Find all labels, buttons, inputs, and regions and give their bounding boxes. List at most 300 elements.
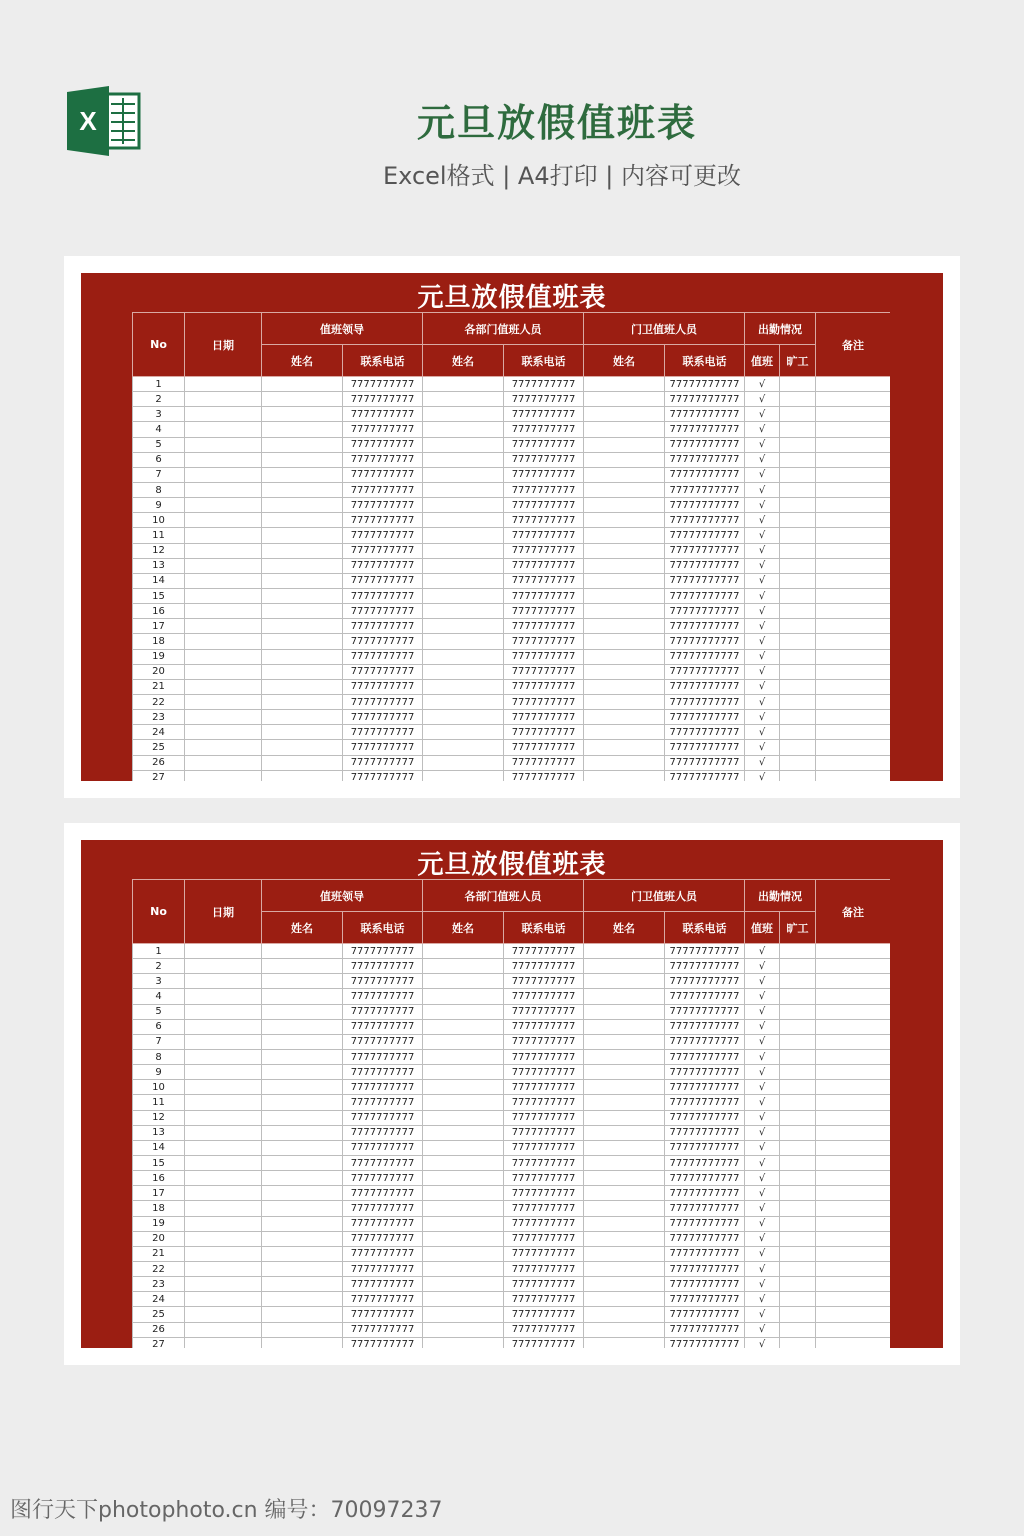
cell-leader-name[interactable] xyxy=(262,377,343,392)
cell-date[interactable] xyxy=(185,513,262,528)
cell-date[interactable] xyxy=(185,1140,262,1155)
cell-remark[interactable] xyxy=(816,1337,891,1348)
cell-guard-name[interactable] xyxy=(584,1216,665,1231)
cell-leader-name[interactable] xyxy=(262,482,343,497)
cell-guard-phone[interactable]: 77777777777 xyxy=(665,392,745,407)
cell-date[interactable] xyxy=(185,1246,262,1261)
cell-absent[interactable] xyxy=(780,1307,816,1322)
cell-no[interactable]: 14 xyxy=(133,1140,185,1155)
cell-leader-phone[interactable]: 7777777777 xyxy=(343,498,423,513)
cell-remark[interactable] xyxy=(816,679,891,694)
cell-leader-name[interactable] xyxy=(262,694,343,709)
cell-dept-name[interactable] xyxy=(423,1261,504,1276)
cell-on-duty[interactable]: √ xyxy=(745,377,780,392)
cell-date[interactable] xyxy=(185,407,262,422)
cell-leader-phone[interactable]: 7777777777 xyxy=(343,1080,423,1095)
cell-absent[interactable] xyxy=(780,725,816,740)
cell-remark[interactable] xyxy=(816,1034,891,1049)
cell-on-duty[interactable]: √ xyxy=(745,1155,780,1170)
cell-guard-name[interactable] xyxy=(584,1171,665,1186)
cell-guard-phone[interactable]: 77777777777 xyxy=(665,1277,745,1292)
cell-date[interactable] xyxy=(185,1049,262,1064)
cell-guard-name[interactable] xyxy=(584,588,665,603)
cell-dept-name[interactable] xyxy=(423,974,504,989)
cell-no[interactable]: 18 xyxy=(133,634,185,649)
cell-date[interactable] xyxy=(185,694,262,709)
cell-dept-phone[interactable]: 7777777777 xyxy=(504,1171,584,1186)
cell-leader-phone[interactable]: 7777777777 xyxy=(343,558,423,573)
cell-remark[interactable] xyxy=(816,1110,891,1125)
cell-guard-name[interactable] xyxy=(584,528,665,543)
cell-remark[interactable] xyxy=(816,634,891,649)
cell-dept-name[interactable] xyxy=(423,422,504,437)
cell-remark[interactable] xyxy=(816,407,891,422)
cell-guard-name[interactable] xyxy=(584,1201,665,1216)
cell-dept-phone[interactable]: 7777777777 xyxy=(504,1140,584,1155)
cell-on-duty[interactable]: √ xyxy=(745,1004,780,1019)
cell-absent[interactable] xyxy=(780,1171,816,1186)
cell-leader-phone[interactable]: 7777777777 xyxy=(343,1292,423,1307)
cell-leader-phone[interactable]: 7777777777 xyxy=(343,1155,423,1170)
cell-date[interactable] xyxy=(185,422,262,437)
cell-dept-name[interactable] xyxy=(423,1065,504,1080)
cell-guard-name[interactable] xyxy=(584,1110,665,1125)
cell-leader-name[interactable] xyxy=(262,1337,343,1348)
cell-on-duty[interactable]: √ xyxy=(745,740,780,755)
cell-no[interactable]: 26 xyxy=(133,755,185,770)
cell-dept-name[interactable] xyxy=(423,755,504,770)
cell-guard-name[interactable] xyxy=(584,634,665,649)
cell-leader-phone[interactable]: 7777777777 xyxy=(343,710,423,725)
cell-on-duty[interactable]: √ xyxy=(745,513,780,528)
cell-dept-phone[interactable]: 7777777777 xyxy=(504,588,584,603)
cell-on-duty[interactable]: √ xyxy=(745,1201,780,1216)
cell-remark[interactable] xyxy=(816,604,891,619)
cell-dept-name[interactable] xyxy=(423,1019,504,1034)
cell-dept-name[interactable] xyxy=(423,528,504,543)
cell-dept-name[interactable] xyxy=(423,694,504,709)
cell-dept-phone[interactable]: 7777777777 xyxy=(504,1095,584,1110)
cell-date[interactable] xyxy=(185,392,262,407)
cell-dept-name[interactable] xyxy=(423,770,504,781)
cell-leader-phone[interactable]: 7777777777 xyxy=(343,407,423,422)
cell-dept-name[interactable] xyxy=(423,1186,504,1201)
cell-leader-phone[interactable]: 7777777777 xyxy=(343,1065,423,1080)
cell-date[interactable] xyxy=(185,1231,262,1246)
cell-dept-phone[interactable]: 7777777777 xyxy=(504,1246,584,1261)
cell-absent[interactable] xyxy=(780,974,816,989)
cell-on-duty[interactable]: √ xyxy=(745,1095,780,1110)
cell-absent[interactable] xyxy=(780,1261,816,1276)
cell-remark[interactable] xyxy=(816,944,891,959)
cell-leader-phone[interactable]: 7777777777 xyxy=(343,1216,423,1231)
cell-on-duty[interactable]: √ xyxy=(745,422,780,437)
cell-absent[interactable] xyxy=(780,1034,816,1049)
cell-absent[interactable] xyxy=(780,649,816,664)
cell-leader-name[interactable] xyxy=(262,1307,343,1322)
cell-remark[interactable] xyxy=(816,740,891,755)
cell-guard-name[interactable] xyxy=(584,1019,665,1034)
cell-absent[interactable] xyxy=(780,1231,816,1246)
cell-remark[interactable] xyxy=(816,619,891,634)
cell-guard-phone[interactable]: 77777777777 xyxy=(665,1034,745,1049)
cell-date[interactable] xyxy=(185,770,262,781)
cell-dept-name[interactable] xyxy=(423,634,504,649)
cell-no[interactable]: 15 xyxy=(133,1155,185,1170)
cell-dept-name[interactable] xyxy=(423,725,504,740)
cell-guard-name[interactable] xyxy=(584,498,665,513)
cell-remark[interactable] xyxy=(816,1095,891,1110)
cell-guard-name[interactable] xyxy=(584,664,665,679)
cell-guard-phone[interactable]: 77777777777 xyxy=(665,1322,745,1337)
cell-guard-name[interactable] xyxy=(584,543,665,558)
cell-dept-name[interactable] xyxy=(423,1125,504,1140)
cell-guard-name[interactable] xyxy=(584,437,665,452)
cell-on-duty[interactable]: √ xyxy=(745,573,780,588)
cell-guard-name[interactable] xyxy=(584,1337,665,1348)
cell-leader-name[interactable] xyxy=(262,498,343,513)
cell-dept-name[interactable] xyxy=(423,452,504,467)
cell-guard-phone[interactable]: 77777777777 xyxy=(665,679,745,694)
cell-guard-phone[interactable]: 77777777777 xyxy=(665,543,745,558)
cell-no[interactable]: 24 xyxy=(133,1292,185,1307)
cell-on-duty[interactable]: √ xyxy=(745,619,780,634)
cell-dept-phone[interactable]: 7777777777 xyxy=(504,407,584,422)
cell-leader-name[interactable] xyxy=(262,710,343,725)
cell-leader-name[interactable] xyxy=(262,1049,343,1064)
cell-on-duty[interactable]: √ xyxy=(745,437,780,452)
cell-leader-phone[interactable]: 7777777777 xyxy=(343,437,423,452)
cell-remark[interactable] xyxy=(816,1125,891,1140)
cell-dept-name[interactable] xyxy=(423,1307,504,1322)
cell-guard-phone[interactable]: 77777777777 xyxy=(665,1337,745,1348)
cell-no[interactable]: 18 xyxy=(133,1201,185,1216)
cell-date[interactable] xyxy=(185,1292,262,1307)
cell-on-duty[interactable]: √ xyxy=(745,1080,780,1095)
cell-leader-name[interactable] xyxy=(262,392,343,407)
cell-remark[interactable] xyxy=(816,1140,891,1155)
cell-guard-name[interactable] xyxy=(584,1034,665,1049)
cell-absent[interactable] xyxy=(780,1277,816,1292)
cell-guard-phone[interactable]: 77777777777 xyxy=(665,959,745,974)
cell-on-duty[interactable]: √ xyxy=(745,1019,780,1034)
cell-absent[interactable] xyxy=(780,1080,816,1095)
cell-on-duty[interactable]: √ xyxy=(745,755,780,770)
cell-guard-phone[interactable]: 77777777777 xyxy=(665,1095,745,1110)
cell-guard-name[interactable] xyxy=(584,604,665,619)
cell-leader-phone[interactable]: 7777777777 xyxy=(343,944,423,959)
cell-on-duty[interactable]: √ xyxy=(745,1231,780,1246)
cell-leader-name[interactable] xyxy=(262,1004,343,1019)
cell-guard-phone[interactable]: 77777777777 xyxy=(665,1004,745,1019)
cell-dept-phone[interactable]: 7777777777 xyxy=(504,770,584,781)
cell-remark[interactable] xyxy=(816,1186,891,1201)
cell-dept-phone[interactable]: 7777777777 xyxy=(504,1034,584,1049)
cell-no[interactable]: 2 xyxy=(133,959,185,974)
cell-dept-name[interactable] xyxy=(423,573,504,588)
cell-absent[interactable] xyxy=(780,573,816,588)
cell-dept-name[interactable] xyxy=(423,619,504,634)
cell-absent[interactable] xyxy=(780,437,816,452)
cell-no[interactable]: 12 xyxy=(133,1110,185,1125)
cell-remark[interactable] xyxy=(816,528,891,543)
cell-leader-phone[interactable]: 7777777777 xyxy=(343,740,423,755)
cell-leader-name[interactable] xyxy=(262,755,343,770)
cell-date[interactable] xyxy=(185,1095,262,1110)
cell-guard-name[interactable] xyxy=(584,725,665,740)
cell-guard-name[interactable] xyxy=(584,1277,665,1292)
cell-dept-phone[interactable]: 7777777777 xyxy=(504,710,584,725)
cell-leader-phone[interactable]: 7777777777 xyxy=(343,543,423,558)
cell-remark[interactable] xyxy=(816,1201,891,1216)
cell-no[interactable]: 9 xyxy=(133,498,185,513)
cell-dept-phone[interactable]: 7777777777 xyxy=(504,694,584,709)
cell-leader-name[interactable] xyxy=(262,634,343,649)
cell-date[interactable] xyxy=(185,528,262,543)
cell-no[interactable]: 22 xyxy=(133,694,185,709)
cell-date[interactable] xyxy=(185,989,262,1004)
cell-leader-name[interactable] xyxy=(262,770,343,781)
cell-date[interactable] xyxy=(185,1019,262,1034)
cell-leader-name[interactable] xyxy=(262,467,343,482)
cell-absent[interactable] xyxy=(780,528,816,543)
cell-absent[interactable] xyxy=(780,1186,816,1201)
cell-leader-phone[interactable]: 7777777777 xyxy=(343,619,423,634)
cell-on-duty[interactable]: √ xyxy=(745,725,780,740)
cell-date[interactable] xyxy=(185,377,262,392)
cell-dept-phone[interactable]: 7777777777 xyxy=(504,1049,584,1064)
cell-on-duty[interactable]: √ xyxy=(745,770,780,781)
cell-date[interactable] xyxy=(185,498,262,513)
cell-remark[interactable] xyxy=(816,1261,891,1276)
cell-leader-name[interactable] xyxy=(262,1034,343,1049)
cell-guard-name[interactable] xyxy=(584,770,665,781)
cell-leader-phone[interactable]: 7777777777 xyxy=(343,467,423,482)
cell-absent[interactable] xyxy=(780,1337,816,1348)
cell-dept-name[interactable] xyxy=(423,1080,504,1095)
cell-no[interactable]: 21 xyxy=(133,1246,185,1261)
cell-guard-name[interactable] xyxy=(584,1140,665,1155)
cell-remark[interactable] xyxy=(816,1080,891,1095)
cell-absent[interactable] xyxy=(780,770,816,781)
cell-guard-name[interactable] xyxy=(584,1004,665,1019)
cell-dept-phone[interactable]: 7777777777 xyxy=(504,422,584,437)
cell-leader-name[interactable] xyxy=(262,407,343,422)
cell-dept-phone[interactable]: 7777777777 xyxy=(504,377,584,392)
cell-date[interactable] xyxy=(185,1080,262,1095)
cell-dept-phone[interactable]: 7777777777 xyxy=(504,944,584,959)
cell-dept-name[interactable] xyxy=(423,989,504,1004)
cell-leader-phone[interactable]: 7777777777 xyxy=(343,1201,423,1216)
cell-guard-name[interactable] xyxy=(584,740,665,755)
cell-dept-name[interactable] xyxy=(423,740,504,755)
cell-dept-phone[interactable]: 7777777777 xyxy=(504,573,584,588)
cell-on-duty[interactable]: √ xyxy=(745,694,780,709)
cell-absent[interactable] xyxy=(780,1201,816,1216)
cell-guard-name[interactable] xyxy=(584,755,665,770)
cell-absent[interactable] xyxy=(780,1216,816,1231)
cell-absent[interactable] xyxy=(780,452,816,467)
cell-no[interactable]: 4 xyxy=(133,989,185,1004)
cell-date[interactable] xyxy=(185,1201,262,1216)
cell-leader-phone[interactable]: 7777777777 xyxy=(343,649,423,664)
cell-date[interactable] xyxy=(185,543,262,558)
cell-dept-phone[interactable]: 7777777777 xyxy=(504,1186,584,1201)
cell-no[interactable]: 20 xyxy=(133,664,185,679)
cell-on-duty[interactable]: √ xyxy=(745,1034,780,1049)
cell-no[interactable]: 1 xyxy=(133,377,185,392)
cell-leader-name[interactable] xyxy=(262,1246,343,1261)
cell-leader-phone[interactable]: 7777777777 xyxy=(343,1004,423,1019)
cell-dept-phone[interactable]: 7777777777 xyxy=(504,664,584,679)
cell-remark[interactable] xyxy=(816,498,891,513)
cell-remark[interactable] xyxy=(816,573,891,588)
cell-no[interactable]: 27 xyxy=(133,770,185,781)
cell-dept-phone[interactable]: 7777777777 xyxy=(504,1337,584,1348)
cell-no[interactable]: 15 xyxy=(133,588,185,603)
cell-dept-name[interactable] xyxy=(423,944,504,959)
cell-absent[interactable] xyxy=(780,1049,816,1064)
cell-leader-name[interactable] xyxy=(262,1231,343,1246)
cell-dept-name[interactable] xyxy=(423,1155,504,1170)
cell-on-duty[interactable]: √ xyxy=(745,944,780,959)
cell-guard-phone[interactable]: 77777777777 xyxy=(665,1110,745,1125)
cell-leader-phone[interactable]: 7777777777 xyxy=(343,573,423,588)
cell-dept-name[interactable] xyxy=(423,498,504,513)
cell-leader-phone[interactable]: 7777777777 xyxy=(343,1322,423,1337)
cell-dept-name[interactable] xyxy=(423,710,504,725)
cell-no[interactable]: 23 xyxy=(133,710,185,725)
cell-date[interactable] xyxy=(185,959,262,974)
cell-guard-phone[interactable]: 77777777777 xyxy=(665,664,745,679)
cell-leader-name[interactable] xyxy=(262,452,343,467)
cell-on-duty[interactable]: √ xyxy=(745,1140,780,1155)
cell-dept-phone[interactable]: 7777777777 xyxy=(504,679,584,694)
cell-dept-name[interactable] xyxy=(423,1216,504,1231)
cell-on-duty[interactable]: √ xyxy=(745,1246,780,1261)
cell-guard-phone[interactable]: 77777777777 xyxy=(665,1049,745,1064)
cell-leader-name[interactable] xyxy=(262,649,343,664)
cell-date[interactable] xyxy=(185,944,262,959)
cell-date[interactable] xyxy=(185,1261,262,1276)
cell-leader-name[interactable] xyxy=(262,1292,343,1307)
cell-dept-phone[interactable]: 7777777777 xyxy=(504,528,584,543)
cell-on-duty[interactable]: √ xyxy=(745,974,780,989)
cell-remark[interactable] xyxy=(816,755,891,770)
cell-date[interactable] xyxy=(185,679,262,694)
cell-remark[interactable] xyxy=(816,543,891,558)
cell-guard-phone[interactable]: 77777777777 xyxy=(665,974,745,989)
cell-leader-name[interactable] xyxy=(262,679,343,694)
cell-guard-phone[interactable]: 77777777777 xyxy=(665,422,745,437)
cell-guard-phone[interactable]: 77777777777 xyxy=(665,1125,745,1140)
cell-date[interactable] xyxy=(185,1034,262,1049)
cell-on-duty[interactable]: √ xyxy=(745,1307,780,1322)
cell-remark[interactable] xyxy=(816,588,891,603)
cell-on-duty[interactable]: √ xyxy=(745,1186,780,1201)
cell-date[interactable] xyxy=(185,1322,262,1337)
cell-absent[interactable] xyxy=(780,1140,816,1155)
cell-absent[interactable] xyxy=(780,1322,816,1337)
cell-no[interactable]: 2 xyxy=(133,392,185,407)
cell-dept-phone[interactable]: 7777777777 xyxy=(504,619,584,634)
cell-dept-phone[interactable]: 7777777777 xyxy=(504,1004,584,1019)
cell-absent[interactable] xyxy=(780,467,816,482)
cell-dept-name[interactable] xyxy=(423,679,504,694)
cell-guard-name[interactable] xyxy=(584,422,665,437)
cell-guard-phone[interactable]: 77777777777 xyxy=(665,619,745,634)
cell-date[interactable] xyxy=(185,725,262,740)
cell-guard-phone[interactable]: 77777777777 xyxy=(665,377,745,392)
cell-dept-name[interactable] xyxy=(423,1277,504,1292)
cell-guard-phone[interactable]: 77777777777 xyxy=(665,467,745,482)
cell-guard-name[interactable] xyxy=(584,558,665,573)
cell-guard-name[interactable] xyxy=(584,974,665,989)
cell-date[interactable] xyxy=(185,1125,262,1140)
cell-leader-name[interactable] xyxy=(262,664,343,679)
cell-guard-phone[interactable]: 77777777777 xyxy=(665,634,745,649)
cell-remark[interactable] xyxy=(816,1019,891,1034)
cell-leader-phone[interactable]: 7777777777 xyxy=(343,974,423,989)
cell-remark[interactable] xyxy=(816,1065,891,1080)
cell-guard-name[interactable] xyxy=(584,377,665,392)
cell-remark[interactable] xyxy=(816,437,891,452)
cell-guard-name[interactable] xyxy=(584,513,665,528)
cell-leader-name[interactable] xyxy=(262,740,343,755)
cell-absent[interactable] xyxy=(780,407,816,422)
cell-dept-phone[interactable]: 7777777777 xyxy=(504,452,584,467)
cell-guard-phone[interactable]: 77777777777 xyxy=(665,573,745,588)
cell-guard-name[interactable] xyxy=(584,649,665,664)
cell-absent[interactable] xyxy=(780,959,816,974)
cell-dept-phone[interactable]: 7777777777 xyxy=(504,1322,584,1337)
cell-leader-phone[interactable]: 7777777777 xyxy=(343,1034,423,1049)
cell-leader-phone[interactable]: 7777777777 xyxy=(343,377,423,392)
cell-leader-name[interactable] xyxy=(262,573,343,588)
cell-dept-name[interactable] xyxy=(423,392,504,407)
cell-guard-phone[interactable]: 77777777777 xyxy=(665,1292,745,1307)
cell-absent[interactable] xyxy=(780,740,816,755)
cell-on-duty[interactable]: √ xyxy=(745,1125,780,1140)
cell-on-duty[interactable]: √ xyxy=(745,452,780,467)
cell-remark[interactable] xyxy=(816,482,891,497)
cell-remark[interactable] xyxy=(816,1171,891,1186)
cell-guard-name[interactable] xyxy=(584,1292,665,1307)
cell-on-duty[interactable]: √ xyxy=(745,1261,780,1276)
cell-dept-phone[interactable]: 7777777777 xyxy=(504,1065,584,1080)
cell-dept-phone[interactable]: 7777777777 xyxy=(504,1155,584,1170)
cell-no[interactable]: 3 xyxy=(133,974,185,989)
cell-date[interactable] xyxy=(185,634,262,649)
cell-guard-phone[interactable]: 77777777777 xyxy=(665,1307,745,1322)
cell-dept-name[interactable] xyxy=(423,588,504,603)
cell-leader-name[interactable] xyxy=(262,558,343,573)
cell-no[interactable]: 19 xyxy=(133,1216,185,1231)
cell-dept-name[interactable] xyxy=(423,1337,504,1348)
cell-absent[interactable] xyxy=(780,1125,816,1140)
cell-dept-name[interactable] xyxy=(423,1292,504,1307)
cell-guard-phone[interactable]: 77777777777 xyxy=(665,1261,745,1276)
cell-absent[interactable] xyxy=(780,1004,816,1019)
cell-on-duty[interactable]: √ xyxy=(745,467,780,482)
cell-dept-phone[interactable]: 7777777777 xyxy=(504,989,584,1004)
cell-on-duty[interactable]: √ xyxy=(745,558,780,573)
cell-guard-phone[interactable]: 77777777777 xyxy=(665,1231,745,1246)
cell-date[interactable] xyxy=(185,1065,262,1080)
cell-guard-phone[interactable]: 77777777777 xyxy=(665,1155,745,1170)
cell-guard-name[interactable] xyxy=(584,1307,665,1322)
cell-leader-name[interactable] xyxy=(262,989,343,1004)
